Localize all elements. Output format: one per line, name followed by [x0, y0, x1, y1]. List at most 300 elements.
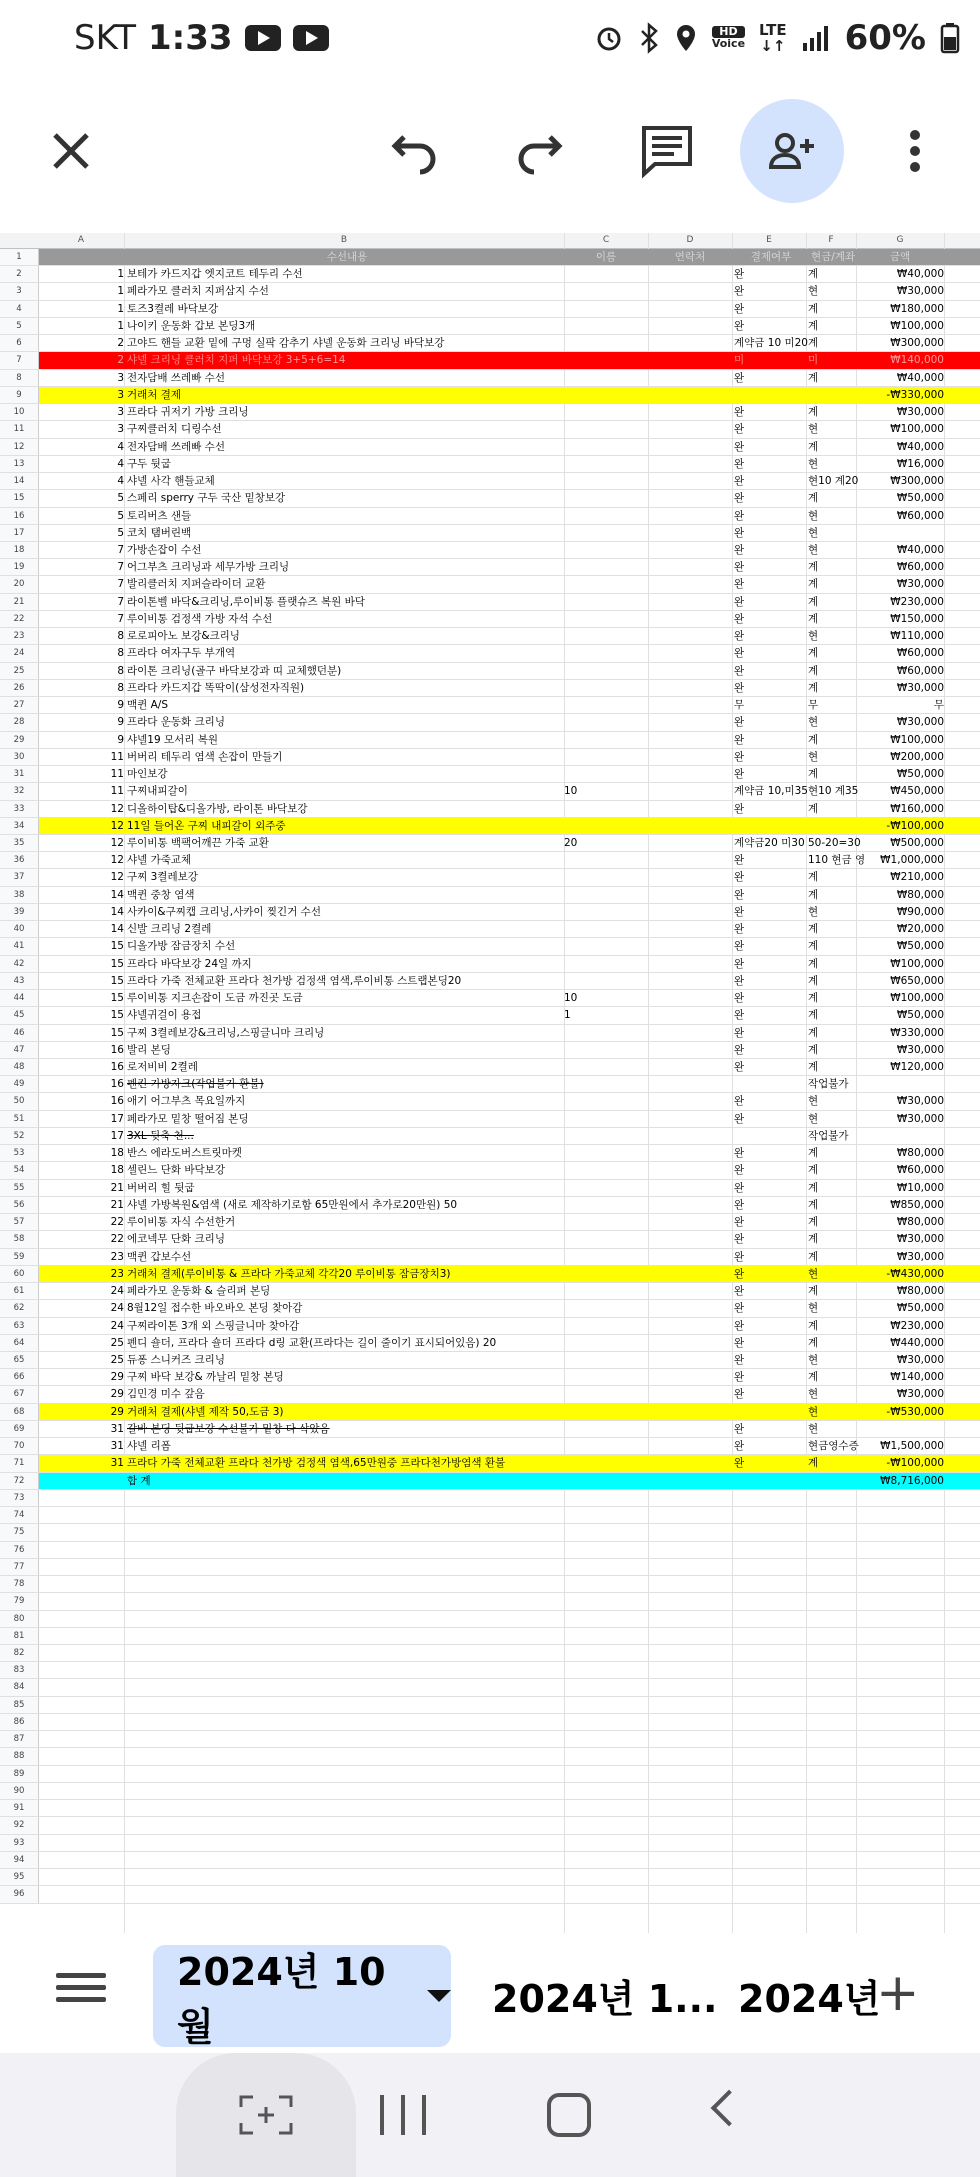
cell-name[interactable]	[564, 456, 648, 472]
cell-name[interactable]	[564, 645, 648, 661]
cell-contact[interactable]	[648, 1386, 732, 1402]
row-number[interactable]: 52	[0, 1128, 39, 1144]
cell-contact[interactable]	[648, 749, 732, 765]
row-number[interactable]: 83	[0, 1662, 39, 1678]
undo-button[interactable]	[380, 96, 450, 206]
cell-payment-method[interactable]: 현	[808, 1354, 819, 1366]
close-button[interactable]	[36, 96, 106, 206]
row-number[interactable]: 73	[0, 1490, 39, 1506]
row-number[interactable]: 70	[0, 1438, 39, 1454]
sheet-tab-3[interactable]: 2024년	[738, 1977, 881, 2021]
cell-contact[interactable]	[648, 663, 732, 679]
cell-amount[interactable]: ₩1,500,000	[880, 1440, 944, 1453]
cell-payment-method[interactable]: 계	[808, 1457, 819, 1470]
row-number[interactable]: 55	[0, 1180, 39, 1196]
cell-amount[interactable]: ₩30,000	[896, 1388, 944, 1401]
cell-contact[interactable]	[648, 387, 732, 403]
table-row[interactable]	[0, 1300, 980, 1317]
cell-payment-status[interactable]: 완	[734, 888, 745, 901]
cell-day[interactable]: 1	[117, 268, 124, 281]
row-number[interactable]: 67	[0, 1386, 39, 1402]
column-header-c[interactable]: C	[602, 235, 610, 245]
cell-payment-status[interactable]: 완	[734, 1198, 745, 1211]
cell-payment-status[interactable]: 완	[734, 319, 745, 332]
row-number[interactable]: 62	[0, 1300, 39, 1316]
cell-payment-status[interactable]	[732, 818, 808, 834]
row-number[interactable]: 38	[0, 887, 39, 903]
cell-description[interactable]: 로로피아노 보강&크리닝	[127, 630, 240, 643]
row-number[interactable]: 14	[0, 473, 39, 489]
cell-contact[interactable]	[648, 645, 732, 661]
cell-description[interactable]: 토리버츠 샌들	[127, 509, 192, 522]
cell-name[interactable]	[564, 1197, 648, 1213]
cell-name[interactable]	[564, 542, 648, 558]
cell-payment-status[interactable]: 완	[734, 1216, 745, 1229]
table-row[interactable]	[0, 749, 980, 766]
cell-day[interactable]: 16	[110, 1095, 124, 1108]
cell-name[interactable]	[564, 1266, 648, 1282]
cell-amount[interactable]: 무	[933, 699, 944, 712]
cell-payment-method[interactable]: 현	[808, 509, 819, 522]
row-number[interactable]: 49	[0, 1076, 39, 1092]
cell-description[interactable]: 구찌클러치 디링수선	[127, 423, 222, 436]
table-row[interactable]	[0, 1231, 980, 1248]
cell-payment-status[interactable]: 완	[734, 905, 745, 918]
cell-name[interactable]	[564, 1369, 648, 1385]
cell-payment-status[interactable]: 완	[734, 1302, 745, 1315]
cell-description[interactable]: 전자담배 쓰레빠 수선	[127, 440, 225, 453]
row-number[interactable]: 57	[0, 1214, 39, 1230]
cell-payment-status[interactable]	[732, 1473, 808, 1489]
cell-payment-status[interactable]: 완	[734, 578, 745, 591]
cell-day[interactable]: 15	[110, 992, 124, 1005]
cell-name[interactable]	[564, 266, 648, 282]
cell-payment-status[interactable]: 완	[734, 406, 745, 419]
cell-day[interactable]: 2	[117, 354, 124, 367]
cell-payment-method[interactable]: 현	[808, 905, 819, 918]
cell-contact[interactable]	[648, 335, 732, 351]
row-number[interactable]: 61	[0, 1283, 39, 1299]
row-number[interactable]: 46	[0, 1025, 39, 1041]
cell-name[interactable]	[564, 594, 648, 610]
cell-description[interactable]: 펜디 숄더, 프라다 숄더 프라다 d링 교환(프라다는 길이 줄이기 표시되어있음) 20	[127, 1336, 497, 1349]
table-row[interactable]	[0, 1197, 980, 1214]
row-number[interactable]: 6	[0, 335, 39, 351]
cell-payment-method[interactable]: 계	[808, 1233, 819, 1246]
cell-contact[interactable]	[648, 439, 732, 455]
cell-description[interactable]: 구찌내피갈이	[127, 785, 188, 798]
cell-description[interactable]: 루이비통 검정색 가방 자석 수선	[127, 612, 273, 625]
cell-payment-method[interactable]: 현	[808, 716, 819, 729]
cell-day[interactable]: 17	[110, 1112, 124, 1125]
row-number[interactable]: 93	[0, 1835, 39, 1851]
table-row[interactable]	[0, 1059, 980, 1076]
cell-description[interactable]: 라이톤 크리닝(골구 바닥보강과 띠 교체했던분)	[127, 664, 342, 677]
cell-day[interactable]: 7	[117, 543, 124, 556]
row-number[interactable]: 36	[0, 852, 39, 868]
cell-contact[interactable]	[648, 266, 732, 282]
more-options-button[interactable]	[890, 96, 940, 206]
cell-contact[interactable]	[648, 1197, 732, 1213]
cell-name[interactable]	[564, 283, 648, 299]
cell-day[interactable]: 25	[110, 1354, 124, 1366]
cell-contact[interactable]	[648, 1404, 732, 1420]
empty-row[interactable]	[0, 1835, 980, 1852]
cell-payment-status[interactable]: 완	[734, 1009, 745, 1022]
table-row[interactable]	[0, 869, 980, 886]
cell-day[interactable]: 24	[110, 1302, 124, 1315]
row-number[interactable]: 37	[0, 869, 39, 885]
cell-contact[interactable]	[648, 1318, 732, 1334]
cell-payment-method[interactable]: 계	[808, 1336, 819, 1349]
cell-amount[interactable]: ₩30,000	[896, 285, 944, 298]
table-row[interactable]	[0, 473, 980, 490]
cell-amount[interactable]	[856, 1076, 944, 1092]
table-row[interactable]	[0, 973, 980, 990]
table-row[interactable]	[0, 645, 980, 662]
row-number[interactable]: 7	[0, 352, 39, 368]
table-row[interactable]	[0, 714, 980, 731]
cell-amount[interactable]: ₩500,000	[890, 836, 944, 849]
cell-amount[interactable]	[856, 1128, 944, 1144]
cell-contact[interactable]	[648, 1231, 732, 1247]
cell-description[interactable]: 거래처 결제	[127, 388, 182, 401]
row-number[interactable]: 12	[0, 439, 39, 455]
cell-payment-status[interactable]: 완	[734, 1026, 745, 1039]
cell-payment-method[interactable]: 현10 계20	[808, 475, 859, 488]
cell-amount[interactable]: ₩650,000	[890, 974, 944, 987]
cell-payment-status[interactable]: 완	[734, 1336, 745, 1349]
cell-payment-method[interactable]: 계	[808, 940, 819, 953]
row-number[interactable]: 58	[0, 1231, 39, 1247]
table-row[interactable]	[0, 404, 980, 421]
header-cell[interactable]: 이름	[595, 251, 617, 263]
cell-amount[interactable]: ₩60,000	[896, 561, 944, 574]
cell-payment-method[interactable]: 계	[808, 319, 819, 332]
cell-payment-method[interactable]: 계	[808, 871, 819, 884]
cell-description[interactable]: 페라가모 운동화 & 슬리퍼 본딩	[127, 1285, 271, 1298]
row-number[interactable]: 39	[0, 904, 39, 920]
cell-name[interactable]	[564, 1352, 648, 1368]
cell-day[interactable]: 5	[117, 526, 124, 539]
cell-description[interactable]: 로저비비 2켤레	[127, 1061, 198, 1074]
cell-contact[interactable]	[648, 1455, 732, 1471]
cell-name[interactable]	[564, 1249, 648, 1265]
cell-payment-status[interactable]: 완	[734, 1112, 745, 1125]
cell-name[interactable]	[564, 1180, 648, 1196]
cell-description[interactable]: 3XL 뒷축 천...	[127, 1129, 194, 1142]
cell-payment-method[interactable]: 계	[808, 1043, 819, 1056]
cell-name[interactable]	[564, 1283, 648, 1299]
cell-payment-method[interactable]: 무	[808, 699, 819, 712]
empty-row[interactable]	[0, 1524, 980, 1541]
cell-payment-method[interactable]: 계	[808, 302, 819, 315]
cell-amount[interactable]: ₩50,000	[896, 940, 944, 953]
cell-day[interactable]: 11	[110, 768, 124, 781]
table-row[interactable]	[0, 542, 980, 559]
empty-row[interactable]	[0, 1628, 980, 1645]
cell-amount[interactable]: ₩50,000	[896, 492, 944, 505]
cell-payment-method[interactable]: 계	[808, 1250, 819, 1263]
table-row[interactable]	[0, 559, 980, 576]
table-row[interactable]	[0, 1318, 980, 1335]
cell-amount[interactable]: ₩30,000	[896, 1354, 944, 1366]
cell-description[interactable]: 셀린느 단화 바닥보강	[127, 1164, 225, 1177]
cell-name[interactable]: 10	[564, 992, 578, 1005]
empty-row[interactable]	[0, 1766, 980, 1783]
cell-name[interactable]	[564, 1059, 648, 1075]
cell-amount[interactable]: ₩16,000	[896, 457, 944, 470]
cell-day[interactable]: 29	[110, 1371, 124, 1384]
cell-description[interactable]: 버버리 테두리 염색 손잡이 만들기	[127, 750, 283, 763]
cell-contact[interactable]	[648, 1300, 732, 1316]
cell-payment-status[interactable]: 완	[734, 854, 745, 867]
cell-description[interactable]: 구찌 3켤레보강&크리닝,스핑글니마 크리닝	[127, 1026, 325, 1039]
row-number[interactable]: 40	[0, 921, 39, 937]
cell-contact[interactable]	[648, 1283, 732, 1299]
cell-payment-method[interactable]: 계	[808, 768, 819, 781]
cell-contact[interactable]	[648, 576, 732, 592]
row-number[interactable]: 53	[0, 1145, 39, 1161]
cell-name[interactable]	[564, 697, 648, 713]
table-row[interactable]	[0, 1369, 980, 1386]
cell-day[interactable]: 9	[117, 733, 124, 746]
cell-payment-method[interactable]: 계	[808, 1009, 819, 1022]
empty-row[interactable]	[0, 1611, 980, 1628]
column-header-g[interactable]: G	[896, 235, 904, 245]
cell-payment-method[interactable]: 계	[808, 1181, 819, 1194]
cell-description[interactable]: 나이키 운동화 갑보 본딩3개	[127, 319, 256, 332]
table-row[interactable]	[0, 1162, 980, 1179]
header-cell[interactable]: 연락처	[674, 251, 706, 263]
cell-contact[interactable]	[648, 1076, 732, 1092]
table-row[interactable]	[0, 387, 980, 404]
cell-payment-status[interactable]: 완	[734, 1457, 745, 1470]
column-header-d[interactable]: D	[686, 235, 694, 245]
cell-day[interactable]: 22	[110, 1216, 124, 1229]
cell-payment-status[interactable]: 완	[734, 543, 745, 556]
header-cell[interactable]: 현금/계좌	[810, 251, 856, 263]
cell-name[interactable]	[564, 801, 648, 817]
cell-amount[interactable]: ₩30,000	[896, 1250, 944, 1263]
cell-payment-status[interactable]: 완	[734, 664, 745, 677]
cell-contact[interactable]	[648, 490, 732, 506]
table-row[interactable]	[0, 456, 980, 473]
comment-button[interactable]	[632, 96, 702, 206]
cell-payment-method[interactable]: 계	[808, 957, 819, 970]
cell-amount[interactable]: ₩60,000	[896, 664, 944, 677]
cell-payment-status[interactable]: 완	[734, 1354, 745, 1366]
cell-amount[interactable]: ₩60,000	[896, 1164, 944, 1177]
cell-payment-status[interactable]: 완	[734, 802, 745, 815]
row-number[interactable]: 72	[0, 1473, 39, 1489]
cell-payment-status[interactable]: 완	[734, 957, 745, 970]
cell-payment-status[interactable]: 완	[734, 1095, 745, 1108]
cell-payment-status[interactable]: 완	[734, 1147, 745, 1160]
cell-day[interactable]: 16	[110, 1078, 124, 1091]
cell-description[interactable]: 토즈3켤레 바닥보강	[127, 302, 219, 315]
cell-amount[interactable]: ₩300,000	[890, 337, 944, 350]
cell-payment-method[interactable]: 현	[808, 423, 819, 436]
cell-contact[interactable]	[648, 1180, 732, 1196]
back-button[interactable]	[711, 2090, 748, 2127]
cell-amount[interactable]: ₩140,000	[890, 354, 944, 367]
cell-day[interactable]: 22	[110, 1233, 124, 1246]
cell-day[interactable]: 16	[110, 1043, 124, 1056]
cell-payment-status[interactable]: 완	[734, 974, 745, 987]
cell-name[interactable]	[564, 732, 648, 748]
row-number[interactable]: 48	[0, 1059, 39, 1075]
sheet-tab-active[interactable]	[153, 1945, 451, 2047]
cell-payment-status[interactable]: 완	[734, 1181, 745, 1194]
cell-amount[interactable]: ₩30,000	[896, 1095, 944, 1108]
cell-name[interactable]	[564, 663, 648, 679]
cell-description[interactable]: 루이비통 지크손잡이 도금 까진곳 도금	[127, 992, 303, 1005]
cell-day[interactable]: 12	[110, 802, 124, 815]
table-row[interactable]	[0, 732, 980, 749]
row-number[interactable]: 31	[0, 766, 39, 782]
cell-contact[interactable]	[648, 456, 732, 472]
column-header-f[interactable]: F	[828, 235, 834, 245]
cell-day[interactable]: 24	[110, 1285, 124, 1298]
cell-contact[interactable]	[648, 1025, 732, 1041]
cell-contact[interactable]	[648, 1093, 732, 1109]
cell-contact[interactable]	[648, 1421, 732, 1437]
row-number[interactable]: 51	[0, 1111, 39, 1127]
cell-amount[interactable]: ₩30,000	[896, 406, 944, 419]
cell-amount[interactable]: ₩50,000	[896, 1302, 944, 1315]
cell-amount[interactable]: ₩30,000	[896, 1233, 944, 1246]
row-number[interactable]: 18	[0, 542, 39, 558]
cell-name[interactable]	[564, 869, 648, 885]
cell-name[interactable]	[564, 439, 648, 455]
cell-payment-method[interactable]: 계	[808, 1147, 819, 1160]
cell-payment-method[interactable]: 작업불가	[808, 1129, 849, 1142]
cell-amount[interactable]: ₩30,000	[896, 681, 944, 694]
row-number[interactable]: 13	[0, 456, 39, 472]
cell-payment-method[interactable]: 현	[808, 1112, 819, 1125]
cell-payment-method[interactable]: 미	[808, 354, 819, 367]
cell-payment-status[interactable]	[732, 1076, 808, 1092]
cell-day[interactable]: 8	[117, 647, 124, 660]
cell-day[interactable]: 8	[117, 664, 124, 677]
cell-day[interactable]: 24	[110, 1319, 124, 1332]
cell-name[interactable]	[564, 370, 648, 386]
cell-payment-status[interactable]: 완	[734, 716, 745, 729]
cell-amount[interactable]: ₩180,000	[890, 302, 944, 315]
table-row[interactable]	[0, 818, 980, 835]
cell-day[interactable]: 2	[117, 337, 124, 350]
row-number[interactable]: 94	[0, 1852, 39, 1868]
header-cell[interactable]: 수선내용	[326, 251, 368, 263]
cell-payment-method[interactable]: 계	[808, 1198, 819, 1211]
empty-row[interactable]	[0, 1662, 980, 1679]
cell-name[interactable]	[564, 421, 648, 437]
cell-description[interactable]: 마인보강	[127, 768, 168, 781]
cell-day[interactable]: 3	[117, 423, 124, 436]
row-number[interactable]: 77	[0, 1559, 39, 1575]
cell-day[interactable]: 15	[110, 1009, 124, 1022]
cell-contact[interactable]	[648, 904, 732, 920]
cell-description[interactable]: 버버리 힐 뒷굽	[127, 1181, 195, 1194]
cell-contact[interactable]	[648, 370, 732, 386]
cell-description[interactable]: 보테가 카드지갑 엣지코트 테두리 수선	[127, 268, 303, 281]
cell-day[interactable]: 15	[110, 957, 124, 970]
row-number[interactable]: 69	[0, 1421, 39, 1437]
row-number[interactable]: 50	[0, 1093, 39, 1109]
cell-payment-method[interactable]: 계	[808, 992, 819, 1005]
cell-name[interactable]	[564, 611, 648, 627]
cell-name[interactable]	[564, 628, 648, 644]
row-number[interactable]: 82	[0, 1645, 39, 1661]
cell-contact[interactable]	[648, 1369, 732, 1385]
cell-name[interactable]	[564, 887, 648, 903]
table-row[interactable]	[0, 335, 980, 352]
row-number[interactable]: 4	[0, 301, 39, 317]
cell-name[interactable]	[564, 1042, 648, 1058]
cell-payment-method[interactable]: 현	[808, 1095, 819, 1108]
row-number[interactable]: 66	[0, 1369, 39, 1385]
cell-description[interactable]: 반스 에라도버스트릿마켓	[127, 1147, 242, 1160]
cell-contact[interactable]	[648, 508, 732, 524]
table-row[interactable]	[0, 1473, 980, 1490]
row-number[interactable]: 71	[0, 1455, 39, 1471]
cell-day[interactable]: 1	[117, 285, 124, 298]
cell-amount[interactable]: ₩150,000	[890, 612, 944, 625]
cell-day[interactable]: 7	[117, 612, 124, 625]
cell-payment-method[interactable]: 계	[808, 337, 819, 350]
row-number[interactable]: 24	[0, 645, 39, 661]
table-row[interactable]	[0, 1266, 980, 1283]
cell-amount[interactable]: ₩40,000	[896, 543, 944, 556]
row-number[interactable]: 27	[0, 697, 39, 713]
row-number[interactable]: 63	[0, 1318, 39, 1334]
cell-amount[interactable]: ₩40,000	[896, 371, 944, 384]
cell-payment-method[interactable]: 계	[808, 1026, 819, 1039]
cell-description[interactable]: 사카이&구찌캡 크리닝,사카이 찢긴거 수선	[127, 905, 321, 918]
row-number[interactable]: 80	[0, 1611, 39, 1627]
cell-amount[interactable]: ₩160,000	[890, 802, 944, 815]
table-row[interactable]	[0, 663, 980, 680]
table-row[interactable]	[0, 1180, 980, 1197]
cell-name[interactable]	[564, 576, 648, 592]
cell-contact[interactable]	[648, 473, 732, 489]
cell-amount[interactable]: ₩40,000	[896, 440, 944, 453]
cell-payment-status[interactable]: 완	[734, 1043, 745, 1056]
cell-contact[interactable]	[648, 956, 732, 972]
cell-description[interactable]: 구찌 바닥 보강& 까날리 밑창 본딩	[127, 1371, 284, 1384]
table-row[interactable]	[0, 1283, 980, 1300]
cell-day[interactable]: 1	[117, 302, 124, 315]
cell-description[interactable]: 프라다 가죽 전체교환 프라다 천가방 검정색 염색,65만원중 프라다천가방염색 환불	[127, 1457, 506, 1470]
all-sheets-menu-button[interactable]	[56, 1973, 106, 2013]
row-number[interactable]: 3	[0, 283, 39, 299]
cell-payment-method[interactable]: 계	[808, 612, 819, 625]
table-row[interactable]	[0, 1128, 980, 1145]
cell-amount[interactable]: ₩80,000	[896, 1147, 944, 1160]
cell-payment-method[interactable]: 계	[808, 371, 819, 384]
cell-name[interactable]	[564, 318, 648, 334]
row-number[interactable]: 86	[0, 1714, 39, 1730]
cell-amount[interactable]: ₩850,000	[890, 1198, 944, 1211]
row-number[interactable]: 87	[0, 1731, 39, 1747]
cell-payment-status[interactable]: 완	[734, 475, 745, 488]
cell-description[interactable]: 거래처 결제(샤넬 제작 50,도금 3)	[127, 1405, 284, 1418]
cell-name[interactable]	[564, 1076, 648, 1092]
row-number[interactable]: 23	[0, 628, 39, 644]
cell-payment-status[interactable]	[732, 1128, 808, 1144]
cell-payment-status[interactable]: 완	[734, 1061, 745, 1074]
